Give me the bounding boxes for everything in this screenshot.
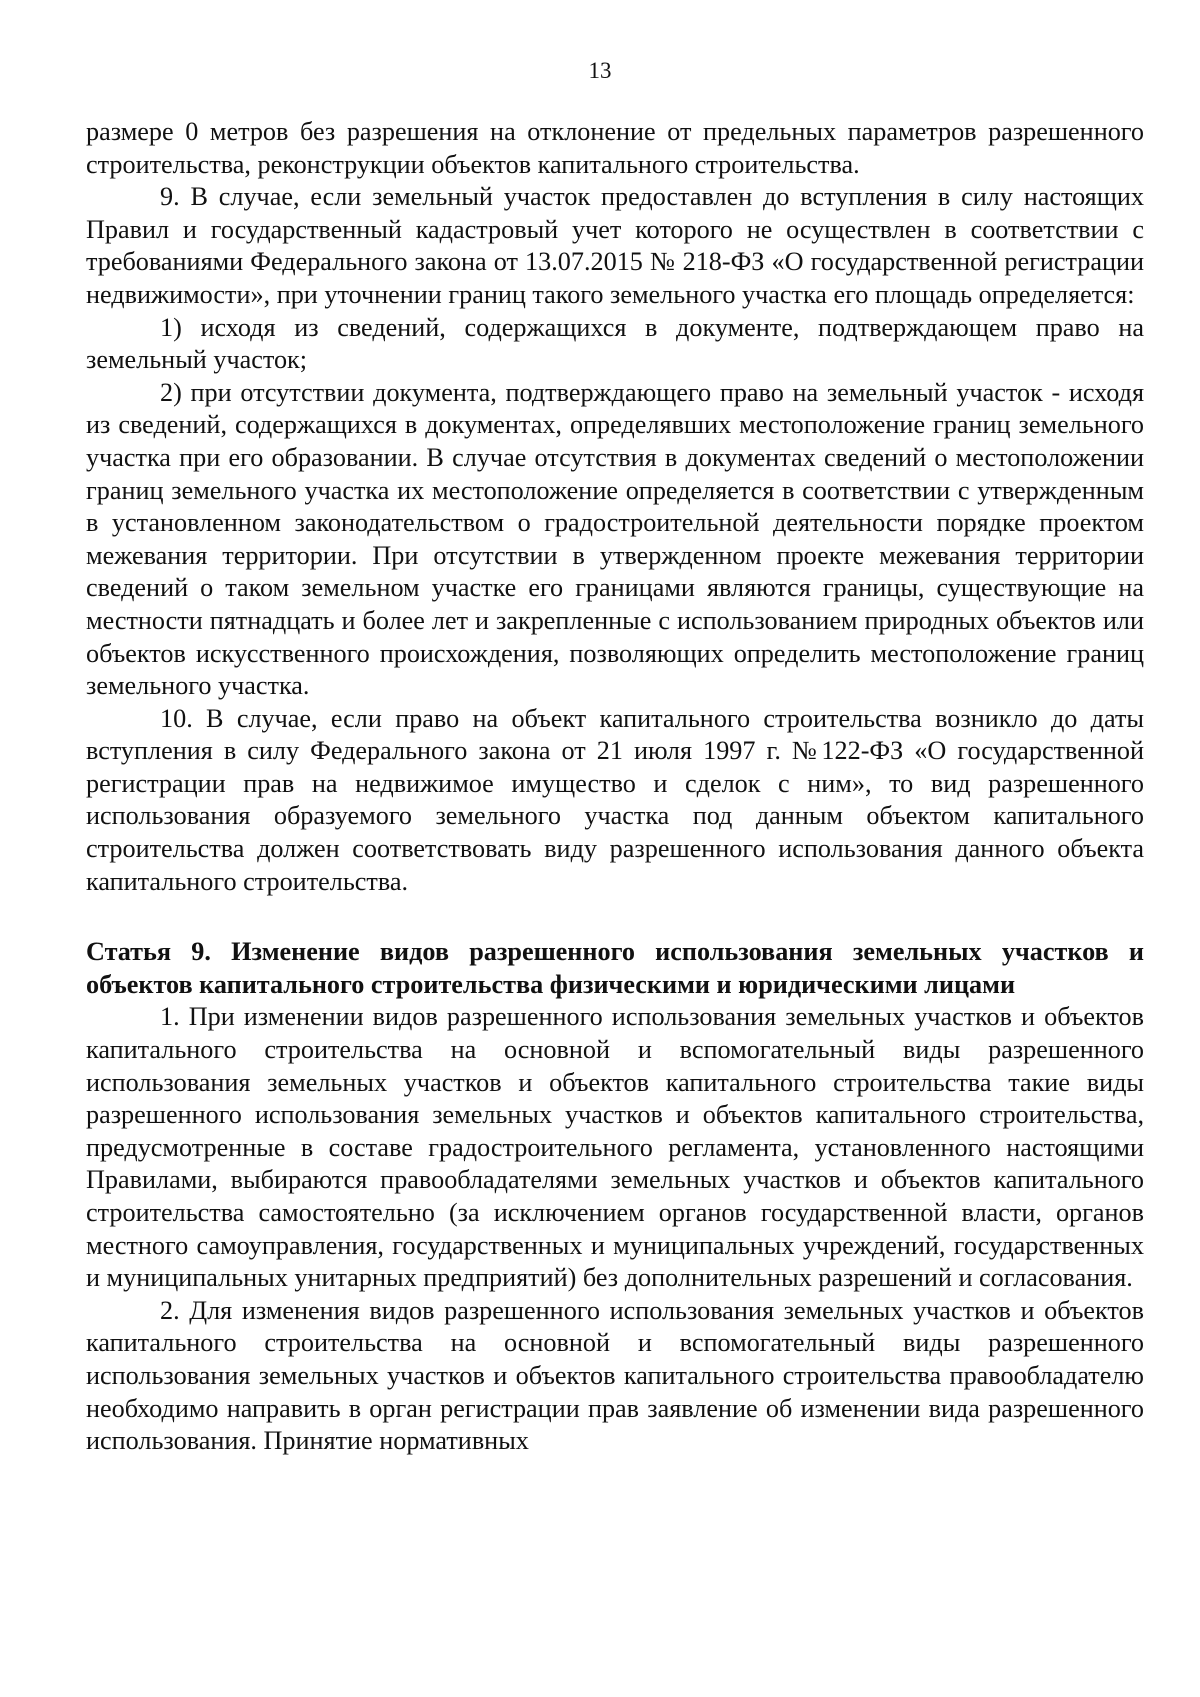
- document-body: [86, 116, 1144, 1458]
- paragraph-article-item-1: 1. При изменении видов разрешенного использования земельных участков и объектов капитального строительства на основной и вспомогательный виды разрешенного использования земельных участков и объектов капитального строительства такие виды разрешенного использования земельных участков и объектов капитального строительства, предусмотренные в составе градостроительного регламента, установленного настоящими Правилами, выбираются правообладателями земельных участков и объектов капитального строительства самостоятельно (за исключением органов государственной власти, органов местного самоуправления, государственных и муниципальных учреждений, государственных и муниципальных унитарных предприятий) без дополнительных разрешений и согласования.: [86, 1002, 1144, 1293]
- paragraph-subitem-1: 1) исходя из сведений, содержащихся в документе, подтверждающем право на земельный участок;: [86, 312, 1144, 375]
- article-heading: Статья 9. Изменение видов разрешенного использования земельных участков и объектов капитального строительства физическими и юридическими лицами: [86, 937, 1144, 999]
- paragraph-subitem-2: 2) при отсутствии документа, подтверждающего право на земельный участок - исходя из сведений, содержащихся в документах, определявших местоположение границ земельного участка при его образовании. В случае отсутствия в документах сведений о местоположении границ земельного участка их местоположение определяется в соответствии с утвержденным в установленном законодательством о градостроительной деятельности порядке проектом межевания территории. При отсутствии в утвержденном проекте межевания территории сведений о таком земельном участке его границами являются границы, существующие на местности пятнадцать и более лет и закрепленные с использованием природных объектов или объектов искусственного происхождения, позволяющих определить местоположение границ земельного участка.: [86, 377, 1144, 701]
- paragraph-item-9: 9. В случае, если земельный участок предоставлен до вступления в силу настоящих Правил и государственный кадастровый учет которого не осуществлен в соответствии с требованиями Федерального закона от 13.07.2015 № 218-ФЗ «О государственной регистрации недвижимости», при уточнении границ такого земельного участка его площадь определяется:: [86, 182, 1144, 309]
- paragraph-item-10: 10. В случае, если право на объект капитального строительства возникло до даты вступления в силу Федерального закона от 21 июля 1997 г. №122-ФЗ «О государственной регистрации прав на недвижимое имущество и сделок с ним», то вид разрешенного использования образуемого земельного участка под данным объектом капитального строительства должен соответствовать виду разрешенного использования данного объекта капитального строительства.: [86, 703, 1144, 896]
- paragraph-continuation: размере 0 метров без разрешения на отклонение от предельных параметров разрешенного строительства, реконструкции объектов капитального строительства.: [86, 117, 1144, 179]
- page-number: 13: [588, 58, 612, 83]
- paragraph-article-item-2: 2. Для изменения видов разрешенного использования земельных участков и объектов капитального строительства на основной и вспомогательный виды разрешенного использования земельных участков и объектов капитального строительства правообладателю необходимо направить в орган регистрации прав заявление об изменении вида разрешенного использования. Принятие нормативных: [86, 1295, 1144, 1456]
